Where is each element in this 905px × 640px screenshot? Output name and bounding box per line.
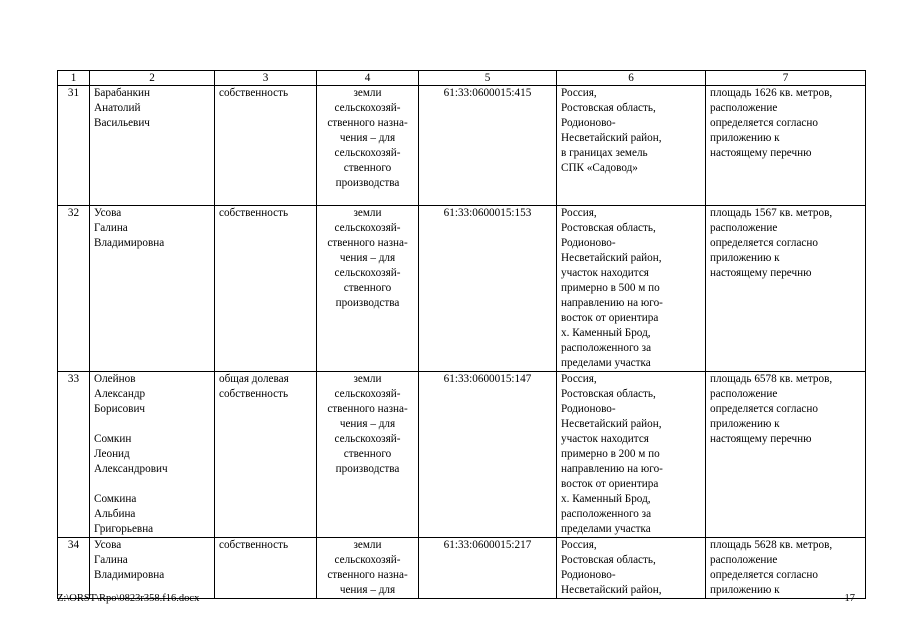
notes-line: определяется согласно xyxy=(710,237,818,249)
location-line: восток от ориентира xyxy=(561,312,659,324)
footer-file-path: Z:\ORST\Rpo\0823r358.f16.docx xyxy=(57,593,200,604)
location-line: Россия, xyxy=(561,87,597,99)
location-line: Ростовская область, xyxy=(561,388,656,400)
land-registry-table xyxy=(57,70,866,599)
cadastral-number-cell xyxy=(419,538,557,599)
location-line: Россия, xyxy=(561,373,597,385)
right-type-cell xyxy=(215,538,317,599)
location-line: расположенного за xyxy=(561,508,652,520)
owner-name-line: Владимировна xyxy=(94,569,165,581)
location-line: Родионово- xyxy=(561,237,616,249)
table-row xyxy=(58,206,866,372)
location-line: х. Каменный Брод, xyxy=(561,493,651,505)
owner-name-line: Владимировна xyxy=(94,237,165,249)
land-category-line: ственного xyxy=(343,448,392,460)
table-row xyxy=(58,538,866,599)
column-header: 3 xyxy=(215,71,317,86)
location-line: участок находится xyxy=(561,267,649,279)
land-category-line: ственного назна- xyxy=(327,569,408,581)
land-category-line: земли xyxy=(353,87,382,99)
location-line: расположенного за xyxy=(561,342,652,354)
location-line: Ростовская область, xyxy=(561,102,656,114)
cadastral-number: 61:33:0600015:153 xyxy=(443,207,532,219)
land-category-cell xyxy=(317,372,419,538)
location-cell xyxy=(557,206,706,372)
notes-line: приложению к xyxy=(710,132,780,144)
land-category-line: ственного назна- xyxy=(327,237,408,249)
land-category-line: чения – для xyxy=(339,132,396,144)
owner-name-line: Сомкин xyxy=(94,433,132,445)
land-category-line: производства xyxy=(335,297,400,309)
owner-name-line: Леонид xyxy=(94,448,130,460)
notes-line: приложению к xyxy=(710,252,780,264)
notes-cell xyxy=(706,86,866,206)
notes-cell xyxy=(706,206,866,372)
notes-line: приложению к xyxy=(710,584,780,596)
location-cell xyxy=(557,372,706,538)
notes-line: расположение xyxy=(710,388,778,400)
land-category-line: земли xyxy=(353,373,382,385)
owner-name-line: Сомкина xyxy=(94,493,137,505)
location-line: направлению на юго- xyxy=(561,463,663,475)
right-type-line: общая долевая xyxy=(219,373,289,385)
notes-cell xyxy=(706,372,866,538)
owner-name-line: Анатолий xyxy=(94,102,141,114)
cadastral-number-cell xyxy=(419,206,557,372)
row-number: 31 xyxy=(67,87,80,99)
location-cell xyxy=(557,86,706,206)
notes-line: определяется согласно xyxy=(710,569,818,581)
land-category-line: ственного назна- xyxy=(327,403,408,415)
notes-line: настоящему перечню xyxy=(710,147,812,159)
land-category-line: ственного xyxy=(343,282,392,294)
row-number-cell xyxy=(58,206,90,372)
owner-name-line: Александр xyxy=(94,388,146,400)
table-row xyxy=(58,86,866,206)
land-category-line: ственного назна- xyxy=(327,117,408,129)
land-category-line: земли xyxy=(353,207,382,219)
land-category-cell xyxy=(317,206,419,372)
land-category-line: ственного xyxy=(343,162,392,174)
cadastral-number-cell xyxy=(419,372,557,538)
owner-cell xyxy=(90,538,215,599)
notes-cell xyxy=(706,538,866,599)
owner-name-line: Альбина xyxy=(94,508,136,520)
row-number: 34 xyxy=(67,539,80,551)
location-line: примерно в 500 м по xyxy=(561,282,660,294)
owner-name-line: Васильевич xyxy=(94,117,150,129)
owner-name-line: Борисович xyxy=(94,403,146,415)
owner-cell xyxy=(90,86,215,206)
row-number: 32 xyxy=(67,207,80,219)
cadastral-number-cell xyxy=(419,86,557,206)
owner-name-line: Олейнов xyxy=(94,373,136,385)
location-line: Ростовская область, xyxy=(561,554,656,566)
location-line: восток от ориентира xyxy=(561,478,659,490)
right-type-cell xyxy=(215,206,317,372)
cadastral-number: 61:33:0600015:147 xyxy=(443,373,532,385)
location-line: Несветайский район, xyxy=(561,418,662,430)
column-header: 6 xyxy=(557,71,706,86)
land-category-line: земли xyxy=(353,539,382,551)
location-line: Ростовская область, xyxy=(561,222,656,234)
location-line: примерно в 200 м по xyxy=(561,448,660,460)
notes-line: определяется согласно xyxy=(710,117,818,129)
table-row xyxy=(58,372,866,538)
land-category-cell xyxy=(317,538,419,599)
land-category-line: сельскохозяй- xyxy=(334,433,401,445)
column-header: 4 xyxy=(317,71,419,86)
right-type-line: собственность xyxy=(219,87,289,99)
location-line: пределами участка xyxy=(561,523,651,535)
notes-line: настоящему перечню xyxy=(710,267,812,279)
land-category-line: чения – для xyxy=(339,252,396,264)
notes-line: площадь 5628 кв. метров, xyxy=(710,539,833,551)
notes-line: расположение xyxy=(710,554,778,566)
row-number-cell xyxy=(58,372,90,538)
location-line: Родионово- xyxy=(561,569,616,581)
land-category-line: производства xyxy=(335,177,400,189)
location-line: х. Каменный Брод, xyxy=(561,327,651,339)
land-category-line: сельскохозяй- xyxy=(334,222,401,234)
notes-line: настоящему перечню xyxy=(710,433,812,445)
land-category-line: чения – для xyxy=(339,418,396,430)
location-line: Родионово- xyxy=(561,403,616,415)
column-header: 2 xyxy=(90,71,215,86)
location-line: участок находится xyxy=(561,433,649,445)
land-category-line: сельскохозяй- xyxy=(334,102,401,114)
column-number-row xyxy=(58,71,866,86)
location-line: Россия, xyxy=(561,207,597,219)
location-line: направлению на юго- xyxy=(561,297,663,309)
notes-line: определяется согласно xyxy=(710,403,818,415)
land-category-cell xyxy=(317,86,419,206)
location-line: Несветайский район, xyxy=(561,584,662,596)
land-category-line: сельскохозяй- xyxy=(334,554,401,566)
location-line: Несветайский район, xyxy=(561,252,662,264)
owner-name-line: Галина xyxy=(94,554,128,566)
notes-line: расположение xyxy=(710,102,778,114)
location-cell xyxy=(557,538,706,599)
column-header: 5 xyxy=(419,71,557,86)
cadastral-number: 61:33:0600015:415 xyxy=(443,87,532,99)
notes-line: расположение xyxy=(710,222,778,234)
owner-cell xyxy=(90,206,215,372)
location-line: пределами участка xyxy=(561,357,651,369)
cadastral-number: 61:33:0600015:217 xyxy=(443,539,532,551)
location-line: СПК «Садовод» xyxy=(561,162,638,174)
right-type-line: собственность xyxy=(219,388,289,400)
right-type-cell xyxy=(215,86,317,206)
page-number: 17 xyxy=(844,593,855,604)
notes-line: площадь 1626 кв. метров, xyxy=(710,87,833,99)
location-line: Несветайский район, xyxy=(561,132,662,144)
owner-name-line: Александрович xyxy=(94,463,168,475)
owner-name-line: Барабанкин xyxy=(94,87,151,99)
location-line: Родионово- xyxy=(561,117,616,129)
land-category-line: чения – для xyxy=(339,584,396,596)
notes-line: площадь 1567 кв. метров, xyxy=(710,207,833,219)
right-type-cell xyxy=(215,372,317,538)
owner-name-line: Галина xyxy=(94,222,128,234)
land-category-line: сельскохозяй- xyxy=(334,388,401,400)
land-category-line: сельскохозяй- xyxy=(334,267,401,279)
land-category-line: сельскохозяй- xyxy=(334,147,401,159)
owner-name-line: Григорьевна xyxy=(94,523,154,535)
column-header: 7 xyxy=(706,71,866,86)
land-category-line: производства xyxy=(335,463,400,475)
notes-line: площадь 6578 кв. метров, xyxy=(710,373,833,385)
owner-cell xyxy=(90,372,215,538)
column-header: 1 xyxy=(58,71,90,86)
row-number: 33 xyxy=(67,373,80,385)
owner-name-line: Усова xyxy=(94,207,122,219)
location-line: в границах земель xyxy=(561,147,648,159)
right-type-line: собственность xyxy=(219,539,289,551)
row-number-cell xyxy=(58,538,90,599)
notes-line: приложению к xyxy=(710,418,780,430)
owner-name-line: Усова xyxy=(94,539,122,551)
location-line: Россия, xyxy=(561,539,597,551)
row-number-cell xyxy=(58,86,90,206)
right-type-line: собственность xyxy=(219,207,289,219)
table-body xyxy=(58,86,866,599)
